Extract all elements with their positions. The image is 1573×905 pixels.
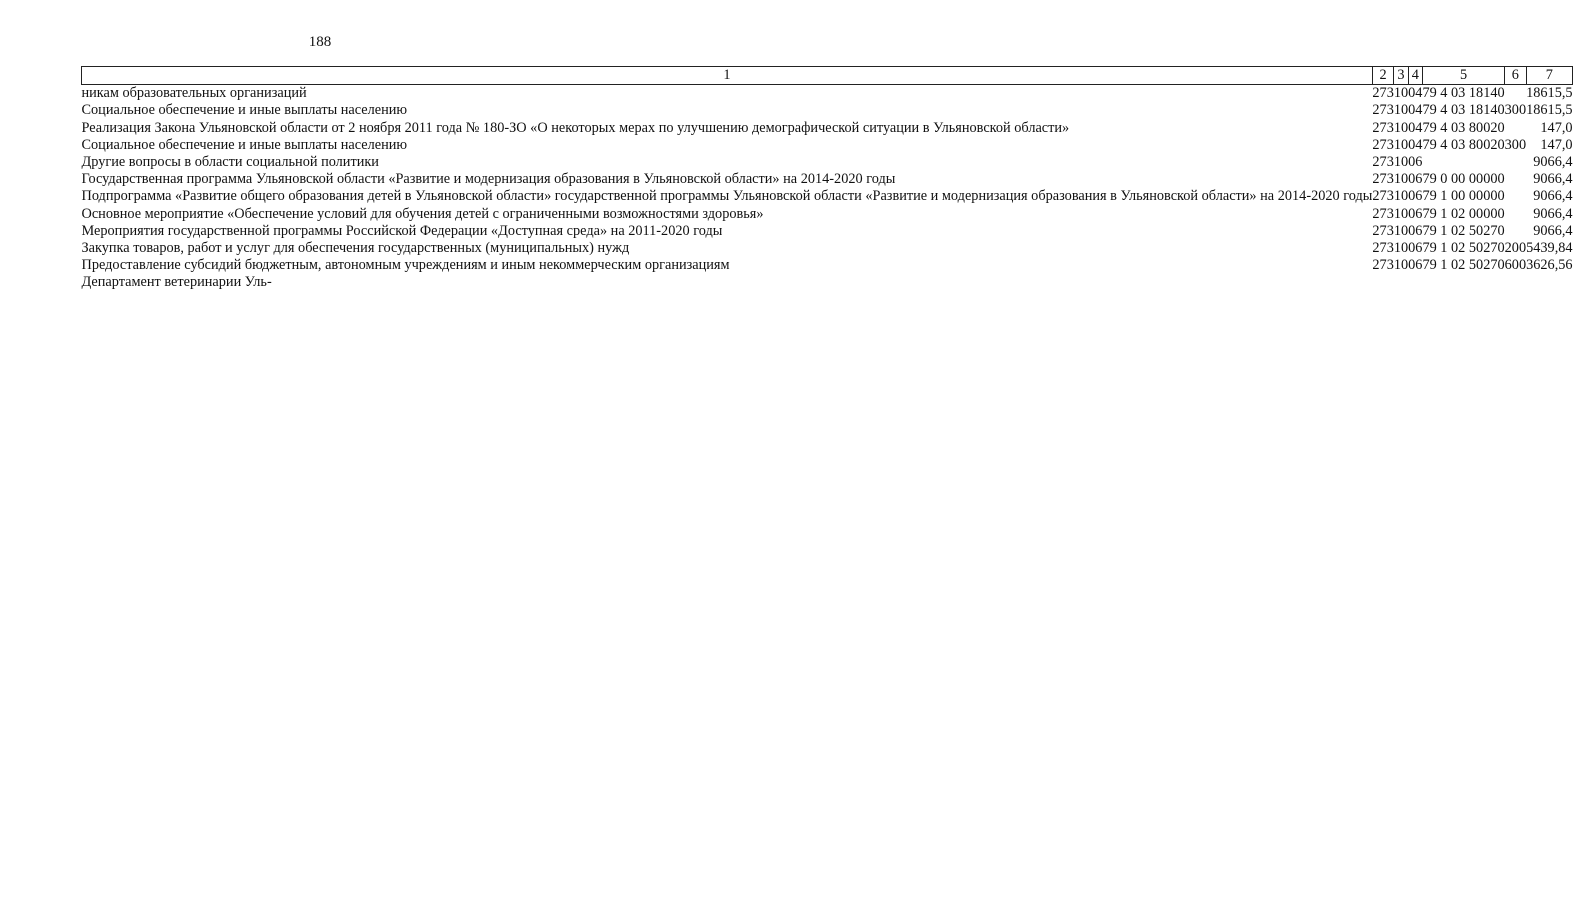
row-expense-type: 600 xyxy=(1504,257,1527,274)
row-description: Государственная программа Ульяновской области «Развитие и модернизация образования в Ульяновской области» на 2014-2020 годы xyxy=(81,171,896,188)
row-expense-type xyxy=(1505,154,1526,171)
row-code-section: 10 xyxy=(1393,85,1409,102)
row-code-section: 10 xyxy=(1393,154,1409,171)
row-code-subsection xyxy=(1408,274,1422,291)
row-target-article xyxy=(1422,274,1504,291)
row-amount: 9066,4 xyxy=(1533,188,1573,205)
row-code-section: 10 xyxy=(1393,188,1409,205)
row-expense-type: 300 xyxy=(1504,102,1527,119)
row-amount: 9066,4 xyxy=(1533,222,1573,239)
table-row xyxy=(82,137,1573,154)
row-description: Реализация Закона Ульяновской области от 2 ноября 2011 года № 180-ЗО «О некоторых мерах по улучшению демографической ситуации в Ульяновской области» xyxy=(81,119,1070,136)
table-row xyxy=(82,188,1573,205)
row-code-subsection: 04 xyxy=(1408,85,1423,102)
row-code-subsection: 06 xyxy=(1408,171,1423,188)
row-code-subsection: 06 xyxy=(1408,240,1423,257)
row-code-section: 10 xyxy=(1393,222,1409,239)
header-col-2: 2 xyxy=(1372,67,1393,85)
row-expense-type xyxy=(1505,188,1526,205)
header-col-4: 4 xyxy=(1408,67,1422,85)
table-row xyxy=(82,257,1573,274)
table-row xyxy=(82,120,1573,137)
row-code-ministry: 273 xyxy=(1372,205,1394,222)
row-code-ministry: 273 xyxy=(1372,119,1394,136)
row-target-article: 79 4 03 18140 xyxy=(1422,102,1505,119)
row-expense-type: 300 xyxy=(1504,136,1527,153)
row-code-ministry: 273 xyxy=(1372,240,1394,257)
row-code-subsection: 06 xyxy=(1408,154,1423,171)
row-code-ministry: 273 xyxy=(1372,188,1394,205)
row-code-ministry: 273 xyxy=(1372,257,1394,274)
table-row xyxy=(82,274,1573,291)
row-code-section: 10 xyxy=(1393,240,1409,257)
row-description: Основное мероприятие «Обеспечение условий для обучения детей с ограниченными возможностями здоровья» xyxy=(81,205,764,222)
row-target-article: 79 4 03 80020 xyxy=(1422,136,1505,153)
row-description: Социальное обеспечение и иные выплаты населению xyxy=(81,136,408,153)
row-code-ministry: 273 xyxy=(1372,222,1394,239)
table-row xyxy=(82,223,1573,240)
header-col-6: 6 xyxy=(1505,67,1526,85)
table-row xyxy=(82,206,1573,223)
row-description: Департамент ветеринарии Уль- xyxy=(81,274,272,291)
row-amount: 5439,84 xyxy=(1526,240,1573,257)
row-amount: 9066,4 xyxy=(1533,205,1573,222)
row-code-subsection: 04 xyxy=(1408,136,1423,153)
row-code-subsection: 06 xyxy=(1408,257,1423,274)
row-code-section: 10 xyxy=(1393,119,1409,136)
header-col-5: 5 xyxy=(1422,67,1504,85)
row-expense-type xyxy=(1505,206,1526,223)
row-code-ministry: 273 xyxy=(1372,171,1394,188)
table-row xyxy=(82,102,1573,119)
row-target-article: 79 4 03 80020 xyxy=(1422,119,1505,136)
header-col-3: 3 xyxy=(1394,67,1408,85)
budget-table xyxy=(81,66,1573,292)
table-row xyxy=(82,171,1573,188)
row-code-ministry: 273 xyxy=(1372,102,1394,119)
row-target-article: 79 4 03 18140 xyxy=(1422,85,1505,102)
table-row xyxy=(82,154,1573,171)
row-code-ministry: 273 xyxy=(1372,136,1394,153)
row-code-subsection: 06 xyxy=(1408,222,1423,239)
row-target-article: 79 1 00 00000 xyxy=(1422,188,1505,205)
row-code-subsection: 06 xyxy=(1408,188,1423,205)
row-code-section: 10 xyxy=(1393,136,1409,153)
row-amount: 3626,56 xyxy=(1526,257,1573,274)
row-code-section: 10 xyxy=(1393,205,1409,222)
row-amount xyxy=(1526,274,1572,291)
row-target-article: 79 1 02 50270 xyxy=(1422,222,1505,239)
row-expense-type xyxy=(1505,171,1526,188)
row-code-section: 10 xyxy=(1393,102,1409,119)
row-target-article: 79 1 02 00000 xyxy=(1422,205,1505,222)
row-code-ministry: 273 xyxy=(1372,85,1394,102)
row-code-subsection: 04 xyxy=(1408,102,1423,119)
header-col-1: 1 xyxy=(82,67,1373,85)
row-target-article xyxy=(1422,154,1504,171)
row-code-ministry xyxy=(1372,274,1393,291)
row-description: никам образовательных организаций xyxy=(81,85,307,102)
row-amount: 18615,5 xyxy=(1526,102,1573,119)
row-description: Предоставление субсидий бюджетным, автономным учреждениям и иным некоммерческим организациям xyxy=(81,257,730,274)
header-col-7: 7 xyxy=(1526,67,1572,85)
row-code-subsection: 06 xyxy=(1408,205,1423,222)
row-expense-type xyxy=(1505,85,1526,103)
row-amount: 18615,5 xyxy=(1526,85,1573,102)
row-code-section: 10 xyxy=(1393,171,1409,188)
row-code-subsection: 04 xyxy=(1408,119,1423,136)
row-code-section: 10 xyxy=(1393,257,1409,274)
row-expense-type: 200 xyxy=(1504,240,1527,257)
page-number: 188 xyxy=(308,34,332,50)
header-row xyxy=(82,67,1573,85)
row-expense-type xyxy=(1505,274,1526,291)
row-amount: 9066,4 xyxy=(1533,171,1573,188)
row-target-article: 79 1 02 50270 xyxy=(1422,240,1505,257)
table-row xyxy=(82,240,1573,257)
row-target-article: 79 0 00 00000 xyxy=(1422,171,1505,188)
row-amount: 9066,4 xyxy=(1533,154,1573,171)
table-row xyxy=(82,85,1573,103)
row-code-section xyxy=(1394,274,1408,291)
row-description: Мероприятия государственной программы Российской Федерации «Доступная среда» на 2011-2020 годы xyxy=(81,222,723,239)
row-expense-type xyxy=(1505,223,1526,240)
row-description: Подпрограмма «Развитие общего образования детей в Ульяновской области» государственной программы Ульяновской области «Развитие и модернизация образования в Ульяновской области» на 2014-2020 годы xyxy=(81,188,1373,205)
row-target-article: 79 1 02 50270 xyxy=(1422,257,1505,274)
row-expense-type xyxy=(1505,120,1526,137)
row-description: Социальное обеспечение и иные выплаты населению xyxy=(81,102,408,119)
row-description: Закупка товаров, работ и услуг для обеспечения государственных (муниципальных) нужд xyxy=(81,240,630,257)
row-amount: 147,0 xyxy=(1540,136,1573,153)
row-description: Другие вопросы в области социальной политики xyxy=(81,154,379,171)
row-code-ministry: 273 xyxy=(1372,154,1394,171)
row-amount: 147,0 xyxy=(1540,119,1573,136)
